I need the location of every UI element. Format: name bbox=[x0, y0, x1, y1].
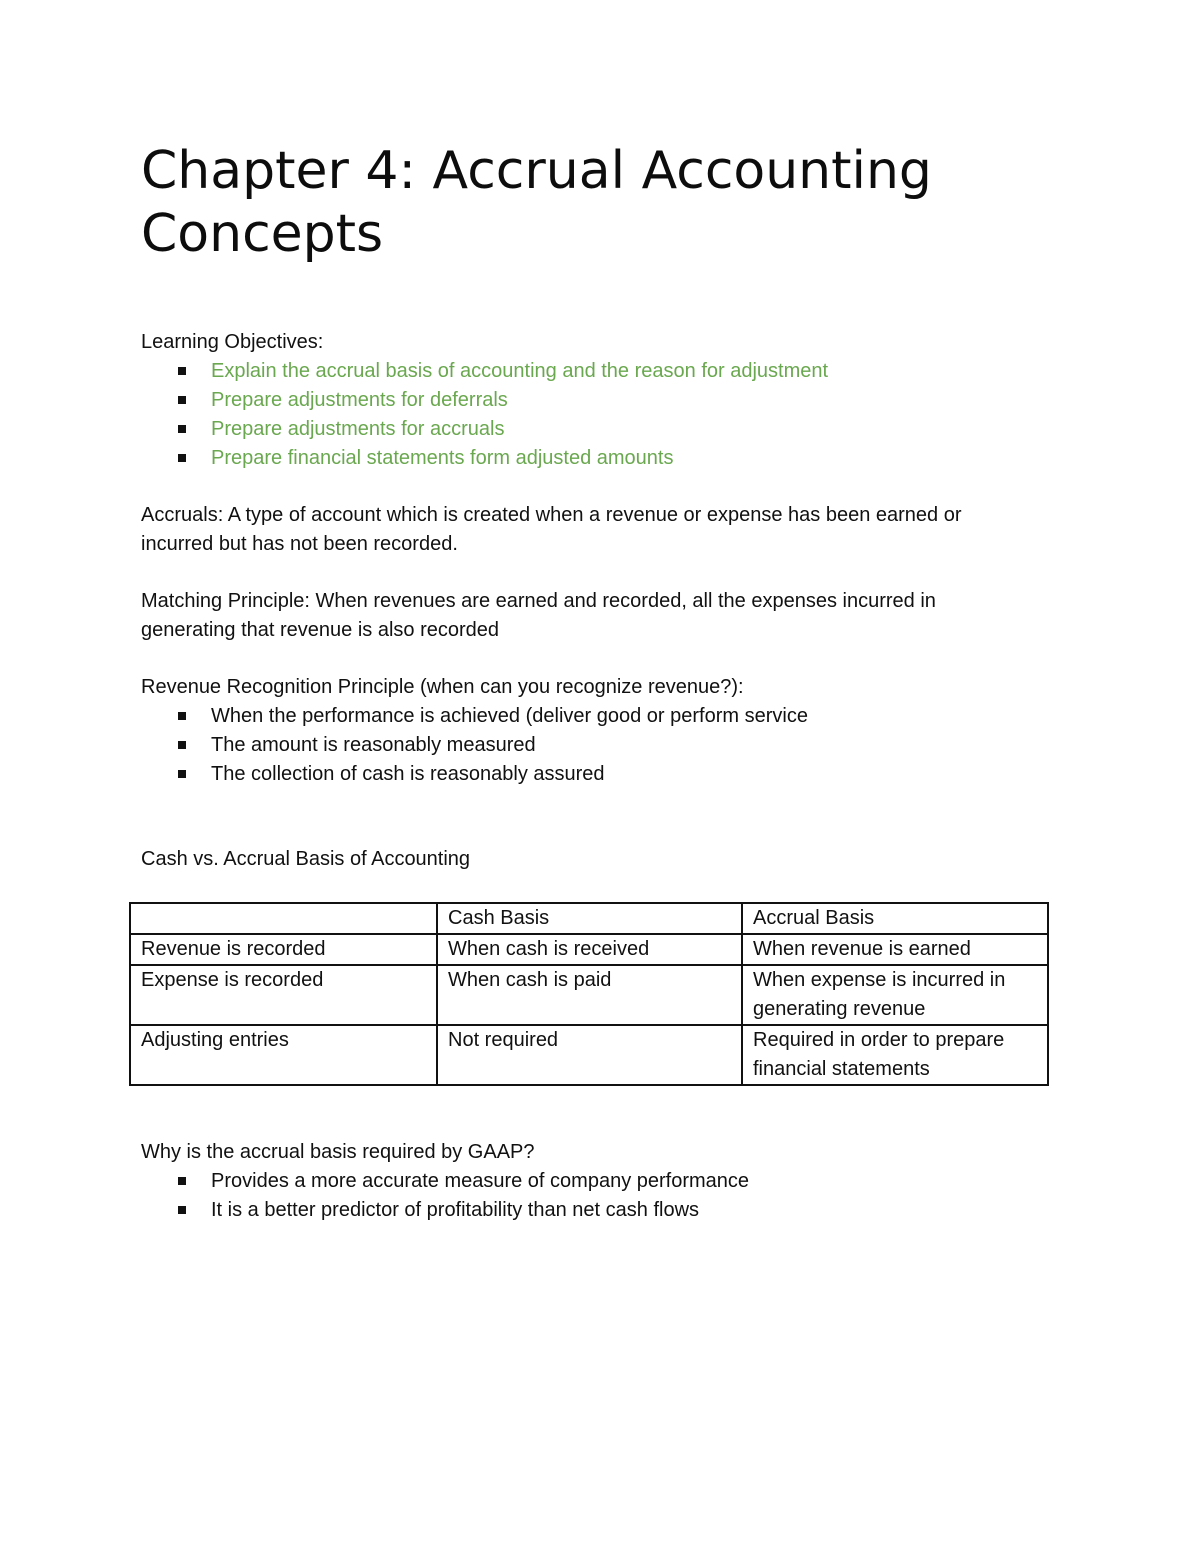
revenue-recognition-section bbox=[141, 673, 1041, 789]
table-cell: When cash is received bbox=[437, 934, 742, 965]
matching-principle bbox=[141, 587, 1041, 645]
square-bullet-icon bbox=[178, 741, 186, 749]
learning-objectives-heading: Learning Objectives: bbox=[141, 331, 324, 353]
square-bullet-icon bbox=[178, 425, 186, 433]
table-cell: Revenue is recorded bbox=[130, 934, 437, 965]
list-item: Provides a more accurate measure of company performance bbox=[141, 1167, 1041, 1196]
accruals-line-1: Accruals: A type of account which is created when a revenue or expense has been earned or bbox=[141, 504, 962, 526]
accruals-line-2: incurred but has not been recorded. bbox=[141, 533, 458, 555]
gaap-list bbox=[141, 1167, 1041, 1225]
comparison-heading-block bbox=[141, 845, 1041, 874]
revenue-recognition-heading: Revenue Recognition Principle (when can you recognize revenue?): bbox=[141, 676, 744, 698]
list-item: Explain the accrual basis of accounting and the reason for adjustment bbox=[141, 357, 1041, 386]
table-row bbox=[130, 1025, 1048, 1085]
list-item: When the performance is achieved (deliver good or perform service bbox=[141, 702, 1041, 731]
table-cell: Required in order to prepare financial statements bbox=[742, 1025, 1048, 1085]
table-header-row bbox=[130, 903, 1048, 934]
comparison-heading: Cash vs. Accrual Basis of Accounting bbox=[141, 848, 471, 870]
table-cell: Expense is recorded bbox=[130, 965, 437, 1025]
table-header-cell bbox=[130, 903, 437, 934]
square-bullet-icon bbox=[178, 1177, 186, 1185]
square-bullet-icon bbox=[178, 712, 186, 720]
gaap-heading: Why is the accrual basis required by GAAP? bbox=[141, 1141, 535, 1163]
square-bullet-icon bbox=[178, 367, 186, 375]
learning-objectives-section bbox=[141, 328, 1041, 473]
matching-line-2: generating that revenue is also recorded bbox=[141, 619, 500, 641]
revenue-recognition-list bbox=[141, 702, 1041, 789]
gaap-section bbox=[141, 1138, 1041, 1225]
learning-objectives-list bbox=[141, 357, 1041, 473]
table-row bbox=[130, 965, 1048, 1025]
square-bullet-icon bbox=[178, 770, 186, 778]
matching-line-1: Matching Principle: When revenues are earned and recorded, all the expenses incurred in bbox=[141, 590, 936, 612]
square-bullet-icon bbox=[178, 1206, 186, 1214]
comparison-table bbox=[129, 902, 1049, 1086]
square-bullet-icon bbox=[178, 454, 186, 462]
list-item: The amount is reasonably measured bbox=[141, 731, 1041, 760]
table-header-cell: Accrual Basis bbox=[742, 903, 1048, 934]
table-cell: When expense is incurred in generating revenue bbox=[742, 965, 1048, 1025]
page-title: Chapter 4: Accrual Accounting Concepts bbox=[141, 141, 932, 264]
table-cell: When revenue is earned bbox=[742, 934, 1048, 965]
table-header-cell: Cash Basis bbox=[437, 903, 742, 934]
square-bullet-icon bbox=[178, 396, 186, 404]
table-cell: Adjusting entries bbox=[130, 1025, 437, 1085]
list-item: It is a better predictor of profitability than net cash flows bbox=[141, 1196, 1041, 1225]
list-item: Prepare financial statements form adjusted amounts bbox=[141, 444, 1041, 473]
list-item: The collection of cash is reasonably assured bbox=[141, 760, 1041, 789]
list-item: Prepare adjustments for accruals bbox=[141, 415, 1041, 444]
table-cell: When cash is paid bbox=[437, 965, 742, 1025]
list-item: Prepare adjustments for deferrals bbox=[141, 386, 1041, 415]
accruals-definition bbox=[141, 501, 1041, 559]
table-row bbox=[130, 934, 1048, 965]
table-cell: Not required bbox=[437, 1025, 742, 1085]
